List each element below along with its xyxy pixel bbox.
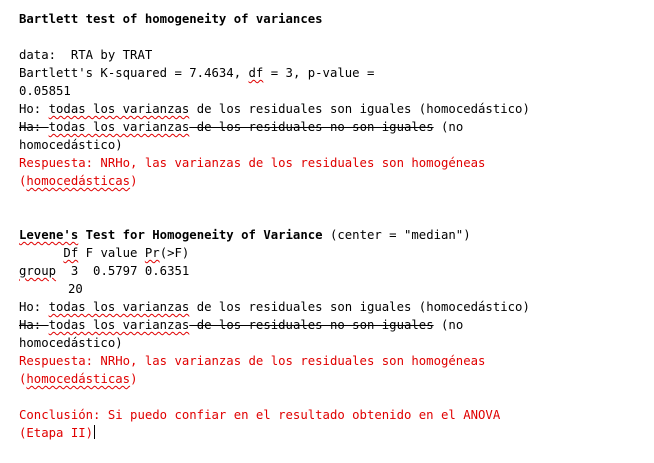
ho-rest: de los residuales son iguales (homocedástico) [189,102,530,116]
ho-label: Ho: [19,102,49,116]
levene-title-rest: Test for Homogeneity of Variance [78,228,323,242]
levene-title-word: Levene's [19,228,79,242]
text-cursor[interactable] [94,425,95,439]
bartlett-ho-line [19,100,530,118]
bartlett-statistic-line [19,64,374,82]
ha-label: Ha: [19,120,49,134]
bartlett-ha-line [19,118,463,136]
ha-rest: de los residuales no son iguales [189,120,434,134]
resp-close: ) [130,372,138,386]
bartlett-ha-line-2: homocedástico) [19,138,123,152]
ha-rest: de los residuales no son iguales [189,318,434,332]
bartlett-stat-pre: Bartlett's K-squared = 7.4634, [19,66,249,80]
levene-response-line: Respuesta: NRHo, las varianzas de los residuales son homogéneas [19,354,486,368]
resp-word: homocedásticas [26,174,131,188]
resp-close: ) [130,174,138,188]
conclusion-text-2: (Etapa II) [19,426,94,440]
levene-title [19,226,471,244]
ho-label: Ho: [19,300,49,314]
bartlett-response-line-2 [19,172,137,190]
levene-response-line-2 [19,370,137,388]
bartlett-response-line: Respuesta: NRHo, las varianzas de los residuales son homogéneas [19,156,486,170]
df-word: df [248,66,264,80]
conclusion-line: Conclusión: Si puedo confiar en el resultado obtenido en el ANOVA [19,408,501,422]
ho-squiggle-text: todas los varianzas [48,102,190,116]
header-df: Df [63,246,79,260]
ha-tail: (no [433,120,464,134]
bartlett-stat-post: = 3, p-value = [263,66,375,80]
bartlett-pvalue: 0.05851 [19,84,71,98]
row-label: group [19,264,57,278]
header-mid: F value [78,246,145,260]
levene-row-residual: 20 [68,282,83,296]
ha-tail: (no [433,318,464,332]
levene-ho-line [19,298,530,316]
levene-row-group [19,262,189,280]
ho-rest: de los residuales son iguales (homocedástico) [189,300,530,314]
ha-squiggle-text: todas los varianzas [48,318,190,332]
levene-title-center: (center = "median") [322,228,471,242]
levene-header [19,244,189,262]
bartlett-data-line: data: RTA by TRAT [19,48,153,62]
resp-open: ( [19,174,27,188]
bartlett-title: Bartlett test of homogeneity of variances [19,12,323,26]
ho-squiggle-text: todas los varianzas [48,300,190,314]
ha-label: Ha: [19,318,49,332]
resp-open: ( [19,372,27,386]
levene-ha-line [19,316,463,334]
levene-ha-line-2: homocedástico) [19,336,123,350]
header-end: (>F) [159,246,190,260]
header-pr: Pr [144,246,160,260]
ha-squiggle-text: todas los varianzas [48,120,190,134]
conclusion-line-2 [19,424,95,442]
resp-word: homocedásticas [26,372,131,386]
row-values: 3 0.5797 0.6351 [56,264,190,278]
